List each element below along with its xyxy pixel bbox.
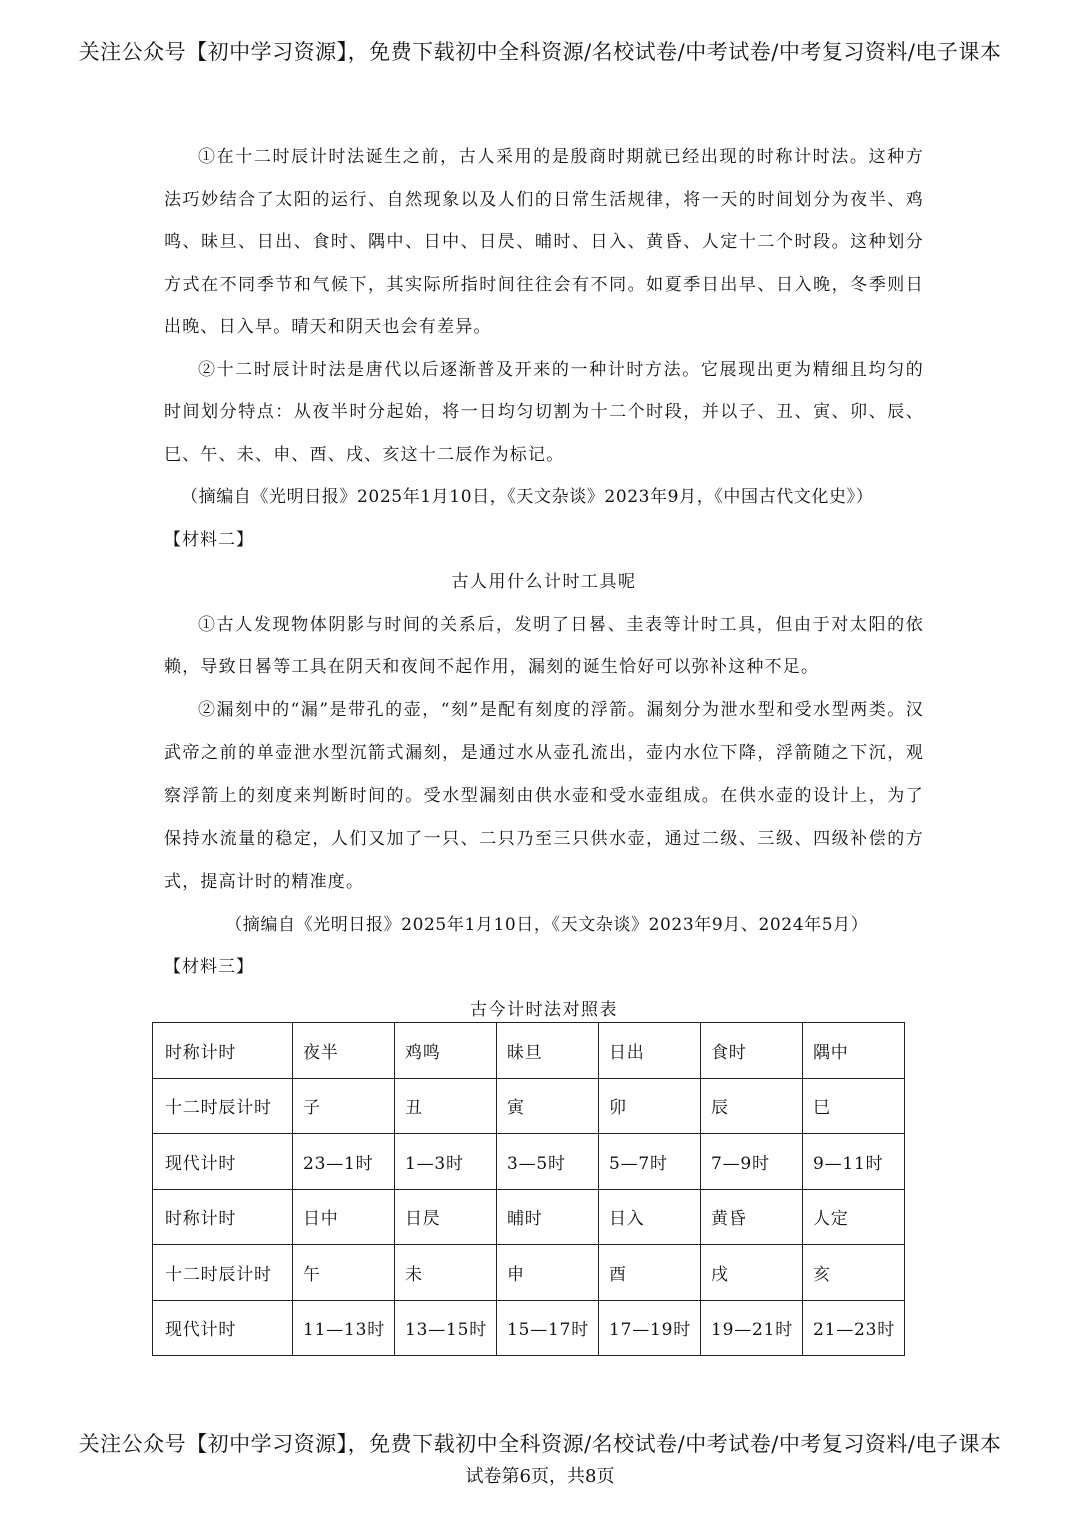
table-cell: 巳 (803, 1078, 905, 1134)
table-cell: 日中 (293, 1189, 395, 1245)
table-row-header-cell: 时称计时 (153, 1189, 293, 1245)
table-cell: 5—7时 (599, 1134, 701, 1190)
table-cell: 23—1时 (293, 1134, 395, 1190)
table-row (153, 1189, 905, 1245)
table-cell: 酉 (599, 1245, 701, 1301)
table-cell: 3—5时 (497, 1134, 599, 1190)
material1-source: （摘编自《光明日报》2025年1月10日，《天文杂谈》2023年9月，《中国古代文化史》） (181, 487, 874, 507)
table-row-header-cell: 时称计时 (153, 1023, 293, 1079)
table-cell: 人定 (803, 1189, 905, 1245)
table-cell: 1—3时 (395, 1134, 497, 1190)
table-cell: 7—9时 (701, 1134, 803, 1190)
table-row (153, 1023, 905, 1079)
table-cell: 申 (497, 1245, 599, 1301)
table-row (153, 1300, 905, 1356)
table-cell: 黄昏 (701, 1189, 803, 1245)
table-cell: 未 (395, 1245, 497, 1301)
table-cell: 17—19时 (599, 1300, 701, 1356)
material1-paragraph-1: ①在十二时辰计时法诞生之前，古人采用的是殷商时期就已经出现的时称计时法。这种方法巧妙结合了太阳的运行、自然现象以及人们的日常生活规律，将一天的时间划分为夜半、鸡鸣、昧旦、日出、食时、隅中、日中、日昃、晡时、日入、黄昏、人定十二个时段。这种划分方式在不同季节和气候下，其实际所指时间往往会有不同。如夏季日出早、日入晚，冬季则日出晚、日入早。晴天和阴天也会有差异。 (164, 147, 924, 337)
table-cell: 子 (293, 1078, 395, 1134)
material3-table-title: 古今计时法对照表 (470, 999, 618, 1020)
table-cell: 戌 (701, 1245, 803, 1301)
page-number: 试卷第6页，共8页 (465, 1466, 615, 1487)
material2-paragraph-2: ②漏刻中的“漏”是带孔的壶，“刻”是配有刻度的浮箭。漏刻分为泄水型和受水型两类。汉武帝之前的单壶泄水型沉箭式漏刻，是通过水从壶孔流出，壶内水位下降，浮箭随之下沉，观察浮箭上的刻度来判断时间的。受水型漏刻由供水壶和受水壶组成。在供水壶的设计上，为了保持水流量的稳定，人们又加了一只、二只乃至三只供水壶，通过二级、三级、四级补偿的方式，提高计时的精准度。 (164, 699, 924, 892)
material2-heading: 【材料二】 (164, 529, 254, 550)
table-row-header-cell: 现代计时 (153, 1134, 293, 1190)
table-cell: 卯 (599, 1078, 701, 1134)
material2-paragraph-1: ①古人发现物体阴影与时间的关系后，发明了日晷、圭表等计时工具，但由于对太阳的依赖，导致日晷等工具在阴天和夜间不起作用，漏刻的诞生恰好可以弥补这种不足。 (164, 614, 924, 677)
table-cell: 15—17时 (497, 1300, 599, 1356)
table-cell: 19—21时 (701, 1300, 803, 1356)
bottom-promo-banner: 关注公众号【初中学习资源】，免费下载初中全科资源/名校试卷/中考试卷/中考复习资料/电子课本 (78, 1432, 1002, 1456)
table-cell: 9—11时 (803, 1134, 905, 1190)
table-cell: 日昃 (395, 1189, 497, 1245)
time-comparison-table (152, 1022, 905, 1356)
table-cell: 11—13时 (293, 1300, 395, 1356)
document-body (164, 136, 924, 1031)
table-cell: 21—23时 (803, 1300, 905, 1356)
table-cell: 日出 (599, 1023, 701, 1079)
time-comparison-table-wrapper (152, 1022, 905, 1356)
table-row-header-cell: 十二时辰计时 (153, 1245, 293, 1301)
material1-paragraph-2: ②十二时辰计时法是唐代以后逐渐普及开来的一种计时方法。它展现出更为精细且均匀的时间划分特点：从夜半时分起始，将一日均匀切割为十二个时段，并以子、丑、寅、卯、辰、巳、午、未、申、酉、戌、亥这十二辰作为标记。 (164, 359, 924, 465)
table-row (153, 1134, 905, 1190)
table-row-header-cell: 现代计时 (153, 1300, 293, 1356)
table-cell: 日入 (599, 1189, 701, 1245)
table-cell: 丑 (395, 1078, 497, 1134)
material2-title: 古人用什么计时工具呢 (451, 572, 637, 592)
table-cell: 辰 (701, 1078, 803, 1134)
table-row-header-cell: 十二时辰计时 (153, 1078, 293, 1134)
table-row (153, 1078, 905, 1134)
table-cell: 隅中 (803, 1023, 905, 1079)
table-cell: 午 (293, 1245, 395, 1301)
table-cell: 晡时 (497, 1189, 599, 1245)
table-cell: 夜半 (293, 1023, 395, 1079)
material3-heading: 【材料三】 (164, 957, 254, 977)
table-cell: 寅 (497, 1078, 599, 1134)
table-cell: 13—15时 (395, 1300, 497, 1356)
table-row (153, 1245, 905, 1301)
table-cell: 亥 (803, 1245, 905, 1301)
top-promo-banner: 关注公众号【初中学习资源】，免费下载初中全科资源/名校试卷/中考试卷/中考复习资料/电子课本 (78, 40, 1002, 64)
material2-source: （摘编自《光明日报》2025年1月10日，《天文杂谈》2023年9月、2024年5月） (225, 914, 869, 935)
table-cell: 昧旦 (497, 1023, 599, 1079)
table-cell: 鸡鸣 (395, 1023, 497, 1079)
table-body (153, 1023, 905, 1356)
table-cell: 食时 (701, 1023, 803, 1079)
